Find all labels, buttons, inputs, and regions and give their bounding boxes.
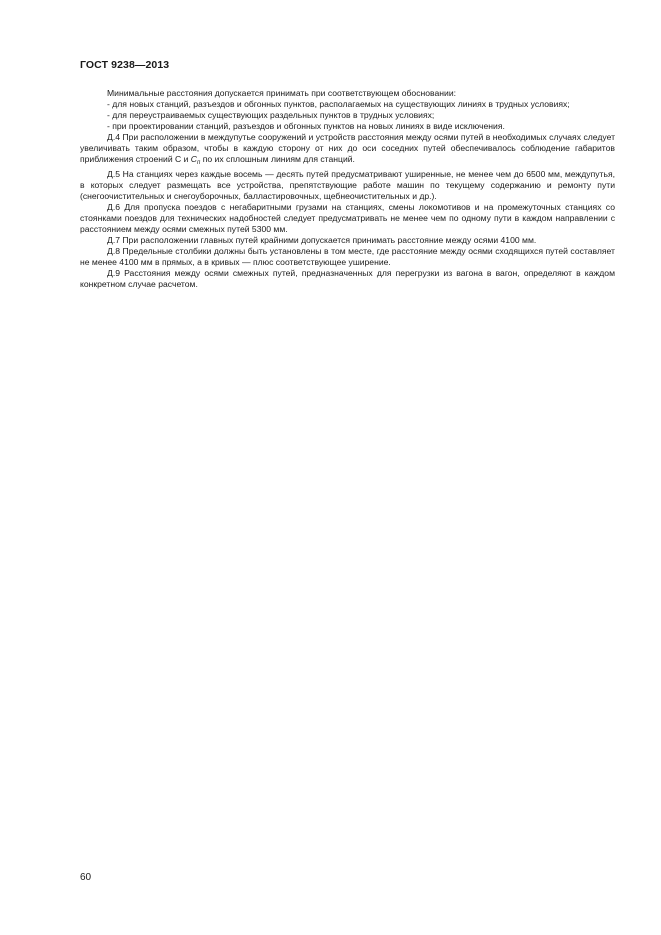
document-body bbox=[80, 88, 615, 290]
page-number: 60 bbox=[80, 872, 92, 883]
paragraph-d5: Д.5 На станциях через каждые восемь — десять путей предусматривают уширенные, не менее чем до 6500 мм, междупутья, в которых следует размещать все устройства, препятствующие работе машин по текущему содержанию и ремонту пути (снегоочистительных и снегоуборочных, балластировочных, щебнеочистительных и др.). bbox=[80, 169, 615, 201]
paragraph-d6: Д.6 Для пропуска поездов с негабаритными грузами на станциях, смены локомотивов и на промежуточных станциях со стоянками поездов для технических надобностей следует предусматривать не менее чем по одному пути в каждом направлении с расстоянием между осями смежных путей 5300 мм. bbox=[80, 202, 615, 234]
list-item-new-stations: - для новых станций, разъездов и обгонных пунктов, располагаемых на существующих линиях в трудных условиях; bbox=[107, 99, 570, 109]
paragraph-d4 bbox=[80, 132, 615, 169]
paragraph-d4-text-end: по их сплошным линиям для станций. bbox=[200, 154, 355, 164]
list-item-reconstructed-points: - для переустраиваемых существующих раздельных пунктов в трудных условиях; bbox=[107, 110, 435, 120]
paragraph-d9: Д.9 Расстояния между осями смежных путей, предназначенных для перегрузки из вагона в вагон, определяют в каждом конкретном случае расчетом. bbox=[80, 268, 615, 289]
clearance-symbol: C bbox=[190, 154, 198, 164]
list-item-new-lines: - при проектировании станций, разъездов и обгонных пунктов на новых линиях в виде исключения. bbox=[107, 121, 505, 131]
clearance-subscript: п bbox=[197, 160, 201, 166]
paragraph-d4-text-start: Д.4 При расположении в междупутье сооружений и устройств расстояния между осями путей в необходимых случаях следует увеличивать таким образом, чтобы в каждую сторону от них до оси соседних путей обеспечивалось соблюдение габаритов приближения строений С и bbox=[80, 132, 615, 164]
paragraph-d7: Д.7 При расположении главных путей крайними допускается принимать расстояние между осями 4100 мм. bbox=[107, 235, 537, 245]
paragraph-d8: Д.8 Предельные столбики должны быть установлены в том месте, где расстояние между осями сходящихся путей составляет не менее 4100 мм в прямых, а в кривых — плюс соответствующее уширение. bbox=[80, 246, 615, 267]
paragraph-minimal-distances: Минимальные расстояния допускается принимать при соответствующем обосновании: bbox=[107, 88, 457, 98]
document-header: ГОСТ 9238—2013 bbox=[80, 59, 170, 71]
